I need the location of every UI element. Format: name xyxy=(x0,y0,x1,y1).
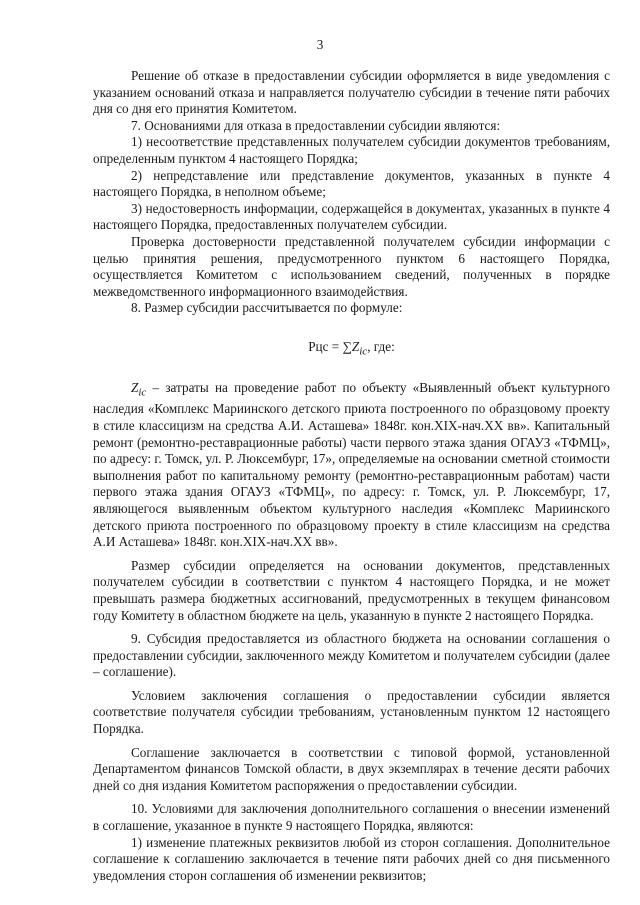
paragraph-agreement-condition: Условием заключения соглашения о предоставлении субсидии является соответствие получателя субсидии требованиям, установленным пунктом 12 настоящего Порядка. xyxy=(93,687,610,737)
formula-subscript: ic xyxy=(359,345,368,358)
formula-left: Рцс = ∑ xyxy=(308,338,352,354)
paragraph-refusal-notice: Решение об отказе в предоставлении субсидии оформляется в виде уведомления с указанием оснований отказа и направляется получателю субсидии в течение пяти рабочих дня со дня его принятия Комитетом. xyxy=(93,68,610,117)
paragraph-subsidy-size: Размер субсидии определяется на основании документов, представленных получателем субсидии в соответствии с пунктом 4 настоящего Порядка, и не может превышать размера бюджетных ассигнований, предусмотренных в текущем финансовом году Комитету в областном бюджете на цель, указанную в пункте 2 настоящего Порядка. xyxy=(93,557,610,623)
paragraph-item-7: 7. Основаниями для отказа в предоставлении субсидии являются: xyxy=(131,117,501,133)
cost-variable: Z xyxy=(131,380,139,396)
paragraph-cost-definition xyxy=(93,380,610,551)
document-body xyxy=(93,68,610,884)
page-number: 3 xyxy=(316,37,324,52)
paragraph-item-10-1: 1) изменение платежных реквизитов любой из сторон соглашения. Дополнительное соглашение к соглашению заключается в течение пяти рабочих дней со дня письменного уведомления сторон соглашения об изменении реквизитов; xyxy=(93,834,610,883)
paragraph-item-9: 9. Субсидия предоставляется из областного бюджета на основании соглашения о предоставлении субсидии, заключенного между Комитетом и получателем субсидии (далее – соглашение). xyxy=(93,631,610,680)
paragraph-item-7-2: 2) непредставление или представление документов, указанных в пункте 4 настоящего Порядка, в неполном объеме; xyxy=(93,167,610,200)
formula-variable: Z xyxy=(351,338,360,354)
paragraph-verification: Проверка достоверности представленной получателем субсидии информации с целью принятия решения, предусмотренного пунктом 6 настоящего Порядка, осуществляется Комитетом с использованием сведений, полученных в порядке межведомственного информационного взаимодействия. xyxy=(93,233,610,299)
paragraph-item-7-3: 3) недостоверность информации, содержащейся в документах, указанных в пункте 4 настоящего Порядка, предоставленных получателем субсидии. xyxy=(93,200,610,233)
paragraph-item-10: 10. Условиями для заключения дополнительного соглашения о внесении изменений в соглашение, указанное в пункте 9 настоящего Порядка, являются: xyxy=(93,801,610,834)
cost-definition-text: – затраты на проведение работ по объекту «Выявленный объект культурного наследия «Комплекс Мариинского детского приюта построенного по образцовому проекту в стиле классицизм на средства А.И. Асташева» 1848г. кон.XIX-нач.XX вв». Капитальный ремонт (ремонтно-реставрационные работы) части первого этажа здания ОГАУЗ «ТФМЦ», по адресу: г. Томск, ул. Р. Люксембург, 17», определяемые на основании сметной стоимости выполнения работ по капитальному ремонту (ремонтно-реставрационным работам) части первого этажа здания ОГАУЗ «ТФМЦ», по адресу: г. Томск, ул. Р. Люксембург, 17, являющегося выявленным объектом культурного наследия «Комплекс Мариинского детского приюта построенного по образцовому проекту в стиле классицизм на средства А.И Асташева» 1848г. кон.XIX-нач.XX вв». xyxy=(93,380,610,550)
formula-right: , где: xyxy=(367,338,395,354)
cost-subscript: ic xyxy=(138,386,147,399)
paragraph-agreement-form: Соглашение заключается в соответствии с типовой формой, установленной Департаментом финансов Томской области, в двух экземплярах в течение десяти рабочих дней со дня издания Комитетом распоряжения о предоставлении субсидии. xyxy=(93,744,610,793)
paragraph-item-7-1: 1) несоответствие представленных получателем субсидии документов требованиям, определенным пунктом 4 настоящего Порядка; xyxy=(93,134,610,166)
paragraph-item-8: 8. Размер субсидии рассчитывается по формуле: xyxy=(131,300,403,316)
subsidy-formula xyxy=(93,339,610,360)
